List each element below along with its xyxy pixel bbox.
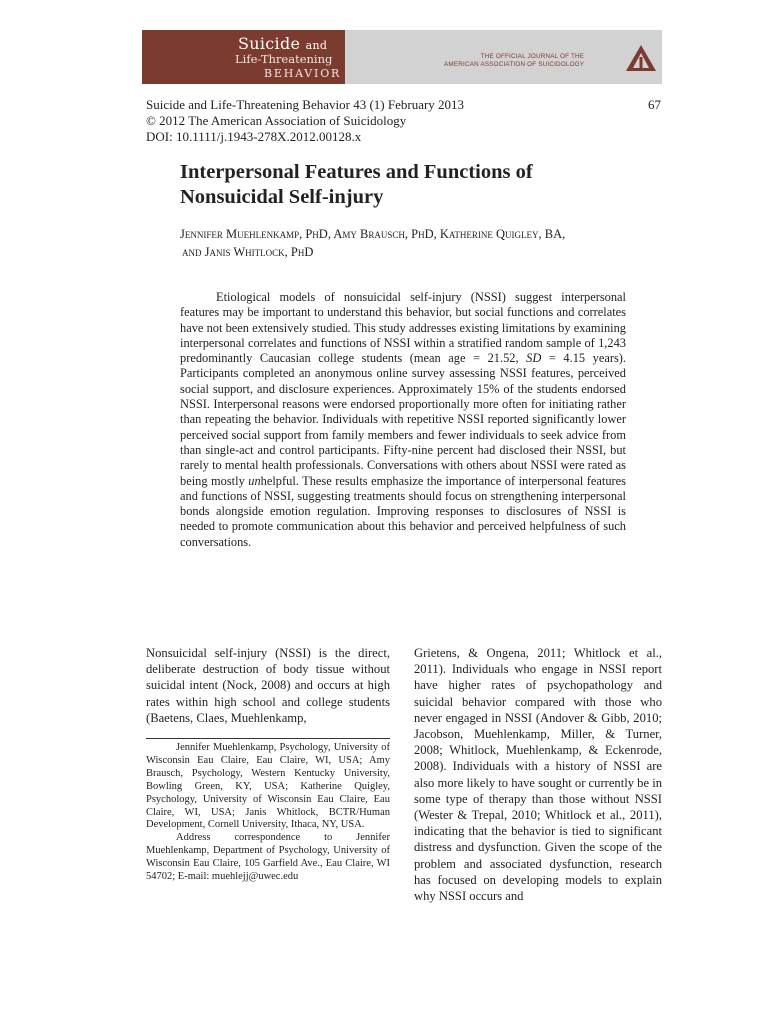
official-line-1: THE OFFICIAL JOURNAL OF THE — [480, 53, 585, 60]
authors-line-2: and Janis Whitlock, PhD — [182, 245, 314, 259]
abstract — [180, 290, 626, 550]
journal-title-word: Suicide — [238, 34, 301, 53]
correspondence-note: Address correspondence to Jennifer Muehlenkamp, Department of Psychology, University of Wisconsin Eau Claire, 105 Garfield Ave., Eau Claire, WI 54702; E-mail: muehlejj@uwec.edu — [146, 832, 390, 883]
official-line-2: AMERICAN ASSOCIATION OF SUICIDOLOGY — [444, 61, 585, 68]
journal-title-sub2: BEHAVIOR — [264, 67, 342, 80]
abstract-un: un — [248, 473, 261, 488]
copyright-line: © 2012 The American Association of Suicidology — [146, 113, 407, 128]
aas-logo-icon — [625, 44, 657, 72]
footnotes — [146, 742, 390, 884]
body-text-left: Nonsuicidal self-injury (NSSI) is the direct, deliberate destruction of body tissue without suicidal intent (Nock, 2008) and occurs at high rates within high school and college students (Baetens, Claes, Muehlenkamp, — [146, 646, 390, 725]
official-journal-text — [444, 53, 584, 69]
journal-banner — [142, 30, 662, 84]
doi-line: DOI: 10.1111/j.1943-278X.2012.00128.x — [146, 129, 362, 144]
abstract-part-2: = 4.15 years). Participants completed an anonymous online survey assessing NSSI features, perceived social support, and disclosure experiences. Approximately 15% of the students endorsed NSSI. Interpersonal reasons were endorsed proportionally more often for initiating rather than repeating the behavior. Individuals with repetitive NSSI reported significantly lower perceived social support from family members and fewer individuals to seek advice from than single-act and control participants. Fifty-nine percent had disclosed their NSSI, but rarely to mental health professionals. Conversations with others about NSSI were rated as being mostly — [180, 351, 626, 488]
citation-line: Suicide and Life-Threatening Behavior 43 (1) February 2013 — [146, 97, 465, 112]
abstract-part-3: helpful. These results emphasize the importance of interpersonal features and functions of NSSI, suggesting treatments should focus on strengthening interpersonal bonds alongside emotion regulation. Improving responses to disclosures of NSSI is needed to promote communication about this behavior and perceived helpfulness of such conversations. — [180, 473, 626, 549]
article-title: Interpersonal Features and Functions of Nonsuicidal Self-injury — [180, 161, 533, 208]
journal-title-sub: Life-Threatening — [235, 52, 333, 66]
journal-title-block — [142, 30, 345, 84]
author-list — [180, 225, 650, 261]
journal-title-main — [238, 34, 327, 53]
page-number: 67 — [648, 97, 661, 112]
author-affiliations: Jennifer Muehlenkamp, Psychology, University of Wisconsin Eau Claire, Eau Claire, WI, USA; Amy Brausch, Psychology, Western Kentucky University, Bowling Green, KY, USA; Katherine Quigley, Psychology, University of Wisconsin Eau Claire, Eau Claire, WI, USA; Janis Whitlock, BCTR/Human Development, Cornell University, Ithaca, NY, USA. — [146, 742, 390, 831]
authors-line-1: Jennifer Muehlenkamp, PhD, Amy Brausch, PhD, Katherine Quigley, BA, — [180, 227, 566, 241]
journal-meta — [146, 97, 464, 145]
abstract-sd: SD — [526, 351, 542, 366]
journal-title-and: and — [305, 39, 328, 52]
footnote-rule — [146, 738, 390, 739]
abstract-part-1: Etiological models of nonsuicidal self-injury (NSSI) suggest interpersonal features may be important to understand this behavior, but social functions and correlates have not been extensively studied. This study addresses existing limitations by examining interpersonal correlates and functions of NSSI within a stratified random sample of 1,243 predominantly Caucasian college students (mean age = 21.52, — [180, 290, 626, 366]
body-text-right: Grietens, & Ongena, 2011; Whitlock et al., 2011). Individuals who engage in NSSI report have higher rates of psychopathology and suicidal behavior compared with those who never engaged in NSSI (Andover & Gibb, 2010; Jacobson, Muehlenkamp, Miller, & Turner, 2008; Whitlock, Muehlenkamp, & Eckenrode, 2008). Individuals with a history of NSSI are also more likely to have sought or currently be in some type of therapy than those without NSSI (Wester & Trepal, 2010; Whitlock et al., 2011), indicating that the behavior is tied to significant distress and dysfunction. Given the scope of the problem and associated dysfunction, research has focused on developing models to explain why NSSI occurs and — [414, 646, 662, 904]
